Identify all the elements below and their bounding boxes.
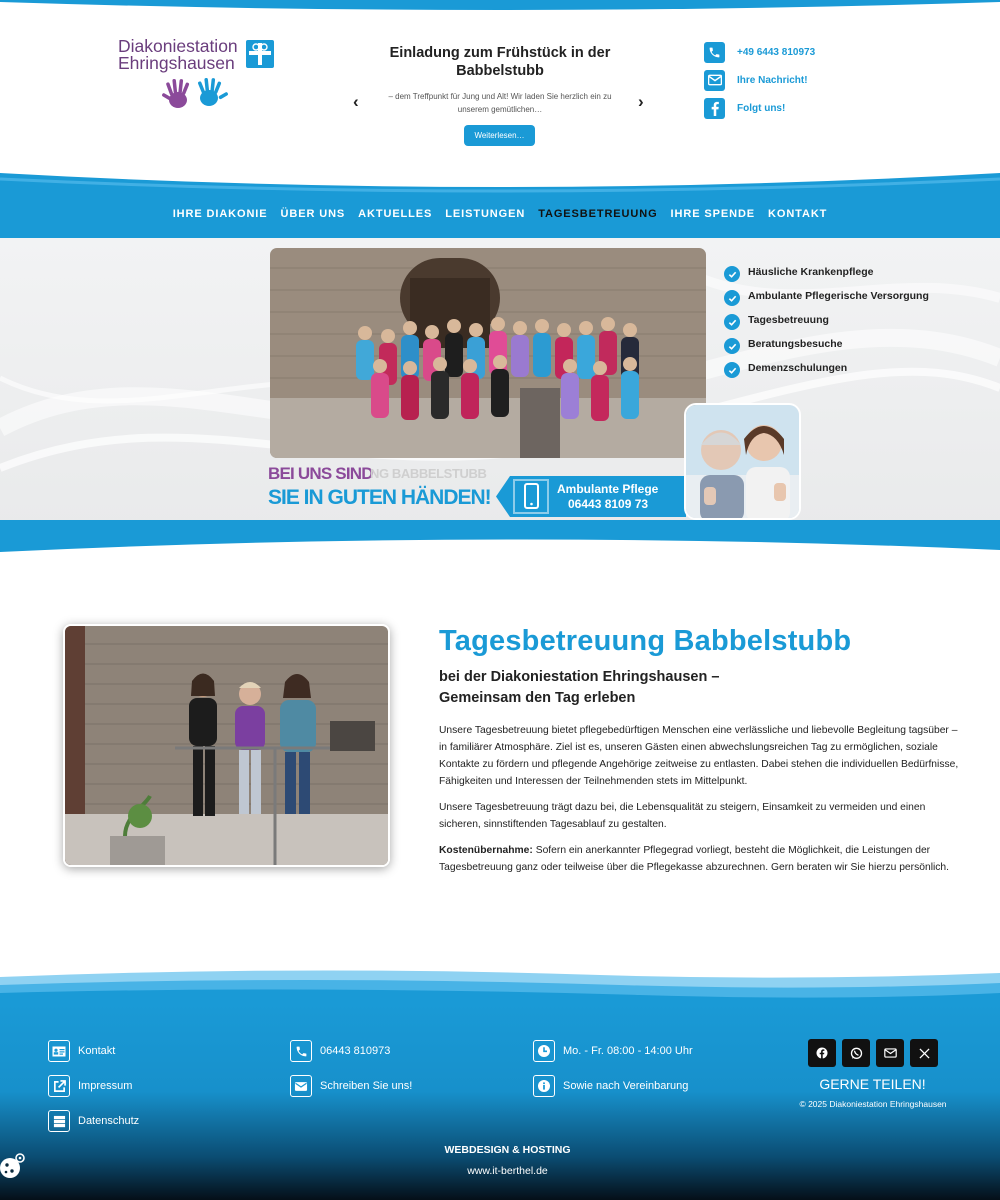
three-caregivers-photo [63, 624, 390, 867]
cookie-icon[interactable] [0, 1150, 26, 1184]
services-checklist [724, 266, 934, 386]
service-item [724, 266, 934, 282]
service-item [724, 362, 934, 378]
mail-icon [704, 70, 725, 91]
nav-item-ihre-diakonie[interactable]: IHRE DIAKONIE [172, 208, 268, 220]
service-item [724, 338, 934, 354]
footer-phone-link[interactable] [290, 1040, 390, 1062]
footer-mail-label: Schreiben Sie uns! [320, 1080, 413, 1092]
check-circle-icon [724, 314, 740, 330]
footer-kontakt-link[interactable] [48, 1040, 115, 1062]
webdesign-label: WEBDESIGN & HOSTING [444, 1144, 571, 1156]
slide-title: Einladung zum Frühstück in der Babbelstubb [389, 45, 611, 79]
hands-icon [162, 78, 228, 112]
service-item [724, 314, 934, 330]
facebook-icon [704, 98, 725, 119]
info-icon [533, 1075, 555, 1097]
hero-bottom-wave [0, 520, 1000, 560]
chevron-right-icon[interactable]: › [638, 92, 644, 111]
footer-impressum-label: Impressum [78, 1080, 133, 1092]
footer-appointment-label: Sowie nach Vereinbarung [563, 1080, 689, 1092]
hero-slogan-line2: SIE IN GUTEN HÄNDEN! [268, 486, 491, 509]
external-link-icon [48, 1075, 70, 1097]
nav-item-leistungen[interactable]: LEISTUNGEN [445, 208, 526, 220]
page-subtitle [439, 667, 959, 709]
intro-paragraph: Unsere Tagesbetreuung bietet pflegebedürftigen Menschen eine verlässliche und liebevolle Begleitung tagsüber – in familiärer Atmosphäre. Ziel ist es, unseren Gästen einen abwechslungsreichen Tag zu ermöglichen, soziale Kontakte zu fördern und pflegende Angehörige zeitweise zu entlasten. Dabei stehen die individuellen Bedürfnisse, Fähigkeiten und Interessen der Teilnehmenden stets im Mittelpunkt. [439, 725, 959, 787]
page-title: Tagesbetreuung Babbelstubb [439, 625, 852, 657]
hero-slogan-line1: BEI UNS SIND [268, 464, 373, 483]
site-logo[interactable] [118, 38, 278, 112]
mail-icon[interactable] [876, 1039, 904, 1067]
header-phone-label: +49 6443 810973 [737, 46, 816, 58]
mail-icon [290, 1075, 312, 1097]
diakonie-cross-icon [246, 40, 274, 68]
footer-hours [533, 1040, 693, 1062]
nav-item-tagesbetreuung[interactable]: TAGESBETREUUNG [538, 208, 658, 220]
header-message-label: Ihre Nachricht! [737, 74, 808, 86]
phone-icon [290, 1040, 312, 1062]
hero-slogan-faded: NG BABBELSTUBB [370, 466, 487, 481]
slide-text: – dem Treffpunkt für Jung und Alt! Wir laden Sie herzlich ein zu unserem gemütlichen… [388, 92, 612, 114]
header-contact-list [704, 38, 904, 122]
main-navigation [0, 208, 1000, 220]
server-icon [48, 1110, 70, 1132]
service-label: Beratungsbesuche [748, 338, 843, 350]
header-message-link[interactable] [704, 66, 904, 94]
cost-label: Kostenübernahme: [439, 845, 533, 856]
nav-band-background [0, 165, 1000, 245]
logo-line1: Diakoniestation [118, 36, 238, 56]
quality-paragraph: Unsere Tagesbetreuung trägt dazu bei, die Lebensqualität zu steigern, Einsamkeit zu vermeiden und einen sicheren, sinnstiftenden Tagesablauf zu gestalten. [439, 802, 926, 830]
footer-phone-label: 06443 810973 [320, 1045, 391, 1057]
hero-banner [0, 238, 1000, 528]
share-label: GERNE TEILEN! [819, 1076, 926, 1092]
logo-line2: Ehringshausen [118, 53, 235, 73]
nav-item-ueber-uns[interactable]: ÜBER UNS [280, 208, 346, 220]
service-label: Tagesbetreuung [748, 314, 829, 326]
footer-appointment [533, 1075, 688, 1097]
webdesign-link[interactable]: www.it-berthel.de [467, 1165, 548, 1177]
facebook-icon[interactable] [808, 1039, 836, 1067]
chevron-left-icon[interactable]: ‹ [353, 92, 359, 111]
check-circle-icon [724, 266, 740, 282]
whatsapp-icon[interactable] [842, 1039, 870, 1067]
nav-item-ihre-spende[interactable]: IHRE SPENDE [670, 208, 756, 220]
check-circle-icon [724, 362, 740, 378]
service-label: Ambulante Pflegerische Versorgung [748, 290, 929, 302]
badge-title: Ambulante Pflege [557, 482, 659, 496]
header-facebook-link[interactable] [704, 94, 904, 122]
footer-impressum-link[interactable] [48, 1075, 132, 1097]
service-label: Häusliche Krankenpflege [748, 266, 874, 278]
footer-hours-label: Mo. - Fr. 08:00 - 14:00 Uhr [563, 1045, 693, 1057]
header-facebook-label: Folgt uns! [737, 102, 786, 114]
header-phone-link[interactable] [704, 38, 904, 66]
content-section [439, 624, 959, 876]
nav-item-kontakt[interactable]: KONTAKT [768, 208, 828, 220]
copyright-text: © 2025 Diakoniestation Ehringshausen [799, 1099, 947, 1109]
news-slider [350, 40, 650, 150]
footer-datenschutz-link[interactable] [48, 1110, 139, 1132]
logo-text [118, 38, 238, 72]
footer-kontakt-label: Kontakt [78, 1045, 116, 1057]
read-more-button[interactable]: Weiterlesen… [464, 125, 535, 146]
phone-icon [704, 42, 725, 63]
clock-icon [533, 1040, 555, 1062]
contact-card-icon [48, 1040, 70, 1062]
ambulante-pflege-badge[interactable] [496, 476, 686, 517]
cost-text: Sofern ein anerkannter Pflegegrad vorliegt, besteht die Möglichkeit, die Leistungen der Tagesbetreuung ganz oder teilweise über die Pflegekasse abzurechnen. Gern beraten wir Sie hierzu persönlich. [439, 845, 950, 873]
team-group-photo [270, 248, 706, 458]
cost-paragraph [439, 842, 959, 876]
caregiver-with-senior-photo [684, 403, 801, 520]
nav-item-aktuelles[interactable]: AKTUELLES [358, 208, 433, 220]
service-item [724, 290, 934, 306]
subtitle-line1: bei der Diakoniestation Ehringshausen – [439, 669, 720, 685]
subtitle-line2: Gemeinsam den Tag erleben [439, 690, 636, 706]
social-share-buttons [808, 1039, 938, 1067]
footer-mail-link[interactable] [290, 1075, 412, 1097]
check-circle-icon [724, 290, 740, 306]
x-icon[interactable] [910, 1039, 938, 1067]
site-header [0, 0, 1000, 175]
service-label: Demenzschulungen [748, 362, 848, 374]
footer-datenschutz-label: Datenschutz [78, 1115, 140, 1127]
badge-phone: 06443 8109 73 [568, 497, 649, 511]
check-circle-icon [724, 338, 740, 354]
